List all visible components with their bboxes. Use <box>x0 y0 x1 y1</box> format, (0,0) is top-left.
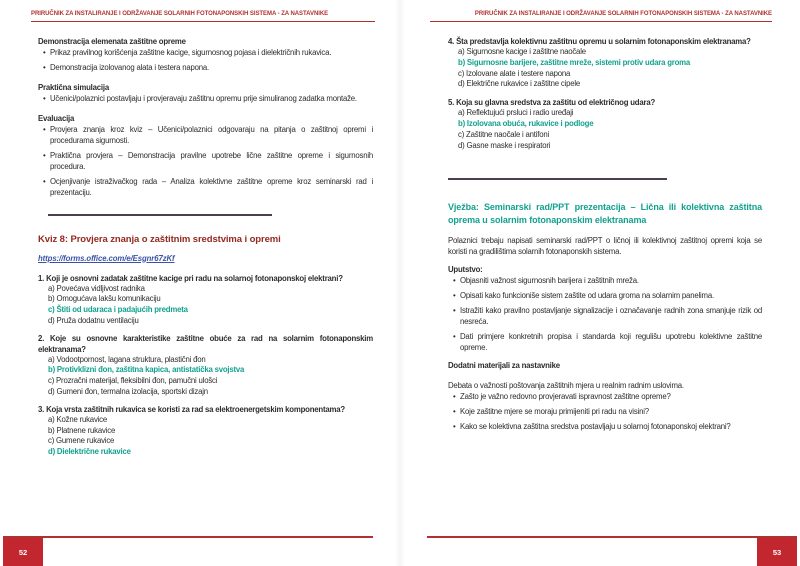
materials-heading: Dodatni materijali za nastavnike <box>448 360 560 370</box>
running-header <box>31 11 375 22</box>
quiz-question-2 <box>38 333 373 398</box>
question-option: b) Platnene rukavice <box>48 425 116 435</box>
question-option: a) Vodootpornost, lagana struktura, plastični đon <box>48 354 206 364</box>
section-divider <box>48 214 272 216</box>
bullet-item: • Provjera znanja kroz kviz – Učenici/polaznici odgovaraju na pitanja o zaštitnoj opremi i procedurama sigurnosti. <box>43 124 373 146</box>
question-option: c) Zaštitne naočale i antifoni <box>458 129 550 139</box>
bullet-list <box>38 47 373 73</box>
question-option: a) Sigurnosne kacige i zaštitne naočale <box>458 47 586 56</box>
section-divider <box>448 178 667 180</box>
question-option: d) Gasne maske i respiratori <box>458 140 551 150</box>
running-header-title: PRIRUČNIK ZA INSTALIRANJE I ODRŽAVANJE SOLARNIH FOTONAPONSKIH SISTEMA - ZA NASTAVNIKE <box>474 11 772 17</box>
quiz-question-3 <box>38 404 373 458</box>
section-evaluation <box>38 113 373 198</box>
question-option: a) Kožne rukavice <box>48 414 108 424</box>
page-right-content <box>448 36 762 436</box>
footer-rule <box>427 536 797 538</box>
section-heading: Praktična simulacija <box>38 83 109 92</box>
page-left-content <box>38 36 373 458</box>
footer-rule <box>3 536 373 538</box>
question-text: 3. Koja vrsta zaštitnih rukavica se koristi za rad sa elektroenergetskim komponentama? <box>38 404 345 414</box>
instructions-label: Uputstvo: <box>448 264 483 274</box>
materials-question-list <box>448 391 762 432</box>
instruction-item: • Objasniti važnost sigurnosnih barijera i zaštitnih mreža. <box>453 275 762 286</box>
bullet-item: • Ocjenjivanje istraživačkog rada – Analiza kolektivne zaštitne opreme kroz seminarski rad i prezentaciju. <box>43 176 373 198</box>
question-option-correct: b) Sigurnosne barijere, zaštitne mreže, sistemi protiv udara groma <box>458 57 691 67</box>
section-heading: Demonstracija elemenata zaštitne opreme <box>38 37 186 46</box>
exercise-heading: Vježba: Seminarski rad/PPT prezentacija – Lična ili kolektivna zaštitna oprema u solarnim fotonaponskim elektranama <box>448 201 762 225</box>
question-option: a) Reflektujući prsluci i radio uređaji <box>458 108 574 118</box>
bullet-list <box>38 124 373 198</box>
question-text: 5. Koja su glavna sredstva za zaštitu od električnog udara? <box>448 98 656 108</box>
page-right <box>400 0 800 566</box>
spread-gutter-shadow <box>395 0 405 566</box>
question-option: c) Izolovane alate i testere napona <box>458 68 571 78</box>
section-heading: Evaluacija <box>38 114 75 123</box>
question-option: d) Pruža dodatnu ventilaciju <box>48 315 139 325</box>
question-text: 4. Šta predstavlja kolektivnu zaštitnu opremu u solarnim fotonaponskim elektranama? <box>448 37 751 46</box>
bullet-item: • Praktična provjera – Demonstracija pravilne upotrebe lične zaštitne opreme i sigurnosnih procedura. <box>43 150 373 172</box>
question-text: 2. Koje su osnovne karakteristike zaštitne obuće za rad na solarnim fotonaponskim elektranama? <box>38 333 374 354</box>
quiz-question-5 <box>448 97 762 151</box>
instruction-item: • Dati primjere konkretnih propisa i standarda koji regulišu upotrebu kolektivne zaštitne opreme. <box>453 331 762 353</box>
section-demonstration <box>38 36 373 73</box>
instruction-item: • Istražiti kako pravilno postavljanje signalizacije i označavanje radnih zona smanjuje rizik od nesreća. <box>453 305 762 327</box>
quiz-question-1 <box>38 273 373 327</box>
quiz-link[interactable]: https://forms.office.com/e/Esgnr67zKf <box>38 253 175 263</box>
quiz-question-4 <box>448 36 762 90</box>
instruction-item: • Opisati kako funkcioniše sistem zaštite od udara groma na solarnim panelima. <box>453 290 762 301</box>
materials-intro: Debata o važnosti poštovanja zaštitnih mjera u realnim radnim uslovima. <box>448 380 684 390</box>
question-option: c) Prozračni materijal, fleksibilni đon, pamučni ulošci <box>48 376 218 386</box>
question-option-correct: c) Štiti od udaraca i padajućih predmeta <box>48 305 188 315</box>
bullet-item: • Učenici/polaznici postavljaju i provjeravaju zaštitnu opremu prije simuliranog zadatka montaže. <box>43 93 373 104</box>
question-option: c) Gumene rukavice <box>48 436 115 446</box>
instructions-list <box>448 275 762 353</box>
question-option: a) Povećava vidljivost radnika <box>48 283 145 293</box>
question-option-correct: b) Izolovana obuća, rukavice i podloge <box>458 118 594 128</box>
page-number-badge: 52 <box>3 538 43 566</box>
question-text: 1. Koji je osnovni zadatak zaštitne kacige pri radu na solarnoj fotonaponskoj elektrani? <box>38 273 343 283</box>
question-option: d) Električne rukavice i zaštitne cipele <box>458 79 581 89</box>
section-practical-simulation <box>38 82 373 104</box>
question-option-correct: b) Protivklizni đon, zaštitna kapica, antistatička svojstva <box>48 365 245 375</box>
bullet-item: • Prikaz pravilnog korišćenja zaštitne kacige, sigurnosnog pojasa i dielektričnih rukavica. <box>43 47 373 58</box>
question-option: b) Omogućava lakšu komunikaciju <box>48 294 161 304</box>
question-option-correct: d) Dielektrične rukavice <box>48 447 131 457</box>
exercise-intro: Polaznici trebaju napisati seminarski rad/PPT o ličnoj ili kolektivnoj zaštitnoj opremi koja se koristi na gradilištima solarnih fotonaponskih sistema. <box>448 235 762 256</box>
materials-question: • Zašto je važno redovno provjeravati ispravnost zaštitne opreme? <box>453 391 762 402</box>
page-number-badge: 53 <box>757 538 797 566</box>
bullet-list <box>38 93 373 104</box>
running-header <box>430 11 772 22</box>
quiz-heading: Kviz 8: Provjera znanja o zaštitnim sredstvima i opremi <box>38 233 281 245</box>
materials-question: • Koje zaštitne mjere se moraju primijeniti pri radu na visini? <box>453 406 762 417</box>
bullet-item: • Demonstracija izolovanog alata i testera napona. <box>43 62 373 73</box>
question-option: d) Gumeni đon, termalna izolacija, sportski dizajn <box>48 387 208 397</box>
running-header-title: PRIRUČNIK ZA INSTALIRANJE I ODRŽAVANJE SOLARNIH FOTONAPONSKIH SISTEMA - ZA NASTAVNIKE <box>31 11 329 17</box>
materials-question: • Kako se kolektivna zaštitna sredstva postavljaju u solarnoj fotonaponskoj elektrani? <box>453 421 762 432</box>
